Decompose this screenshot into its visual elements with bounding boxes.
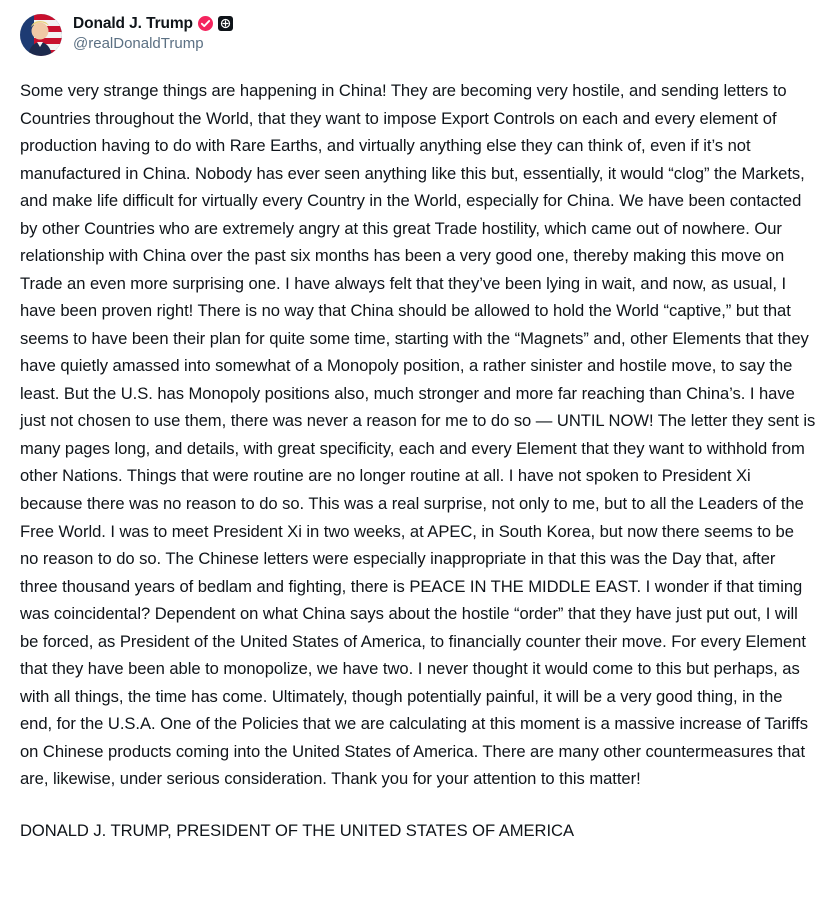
author-name-row xyxy=(73,16,233,32)
verified-check-icon xyxy=(198,16,213,31)
post-body: Some very strange things are happening in China! They are becoming very hostile, and sending letters to Countries throughout the World, that they want to impose Export Controls on each and every element of production having to do with Rare Earths, and virtually anything else they can think of, even if it’s not manufactured in China. Nobody has ever seen anything like this but, essentially, it would “clog” the Markets, and make life difficult for virtually every Country in the World, especially for China. We have been contacted by other Countries who are extremely angry at this great Trade hostility, which came out of nowhere. Our relationship with China over the past six months has been a very good one, thereby making this move on Trade an even more surprising one. I have always felt that they’ve been lying in wait, and now, as usual, I have been proven right! There is no way that China should be allowed to hold the World “captive,” but that seems to have been their plan for quite some time, starting with the “Magnets” and, other Elements that they have quietly amassed into somewhat of a Monopoly position, a rather sinister and hostile move, to say the least. But the U.S. has Monopoly positions also, much stronger and more far reaching than China’s. I have just not chosen to use them, there was never a reason for me to do so — UNTIL NOW! The letter they sent is many pages long, and details, with great specificity, each and every Element that they want to withhold from other Nations. Things that were routine are no longer routine at all. I have not spoken to President Xi because there was no reason to do so. This was a real surprise, not only to me, but to all the Leaders of the Free World. I was to meet President Xi in two weeks, at APEC, in South Korea, but now there seems to be no reason to do so. The Chinese letters were especially inappropriate in that this was the Day that, after three thousand years of bedlam and fighting, there is PEACE IN THE MIDDLE EAST. I wonder if that timing was coincidental? Dependent on what China says about the hostile “order” that they have just put out, I will be forced, as President of the United States of America, to financially counter their move. For every Element that they have been able to monopolize, we have two. I never thought it would come to this but perhaps, as with all things, the time has come. Ultimately, though potentially painful, it will be a very good thing, in the end, for the U.S.A. One of the Policies that we are calculating at this moment is a massive increase of Tariffs on Chinese products coming into the United States of America. There are many other countermeasures that are, likewise, under serious consideration. Thank you for your attention to this matter! xyxy=(20,81,820,789)
author-handle[interactable]: @realDonaldTrump xyxy=(73,34,204,52)
affiliate-badge-icon[interactable] xyxy=(218,16,233,31)
post-header xyxy=(18,14,822,56)
author-display-name[interactable]: Donald J. Trump xyxy=(73,15,193,32)
avatar[interactable] xyxy=(20,14,62,56)
author-identity xyxy=(73,14,233,52)
post-signature: DONALD J. TRUMP, PRESIDENT OF THE UNITED STATES OF AMERICA xyxy=(20,820,574,840)
